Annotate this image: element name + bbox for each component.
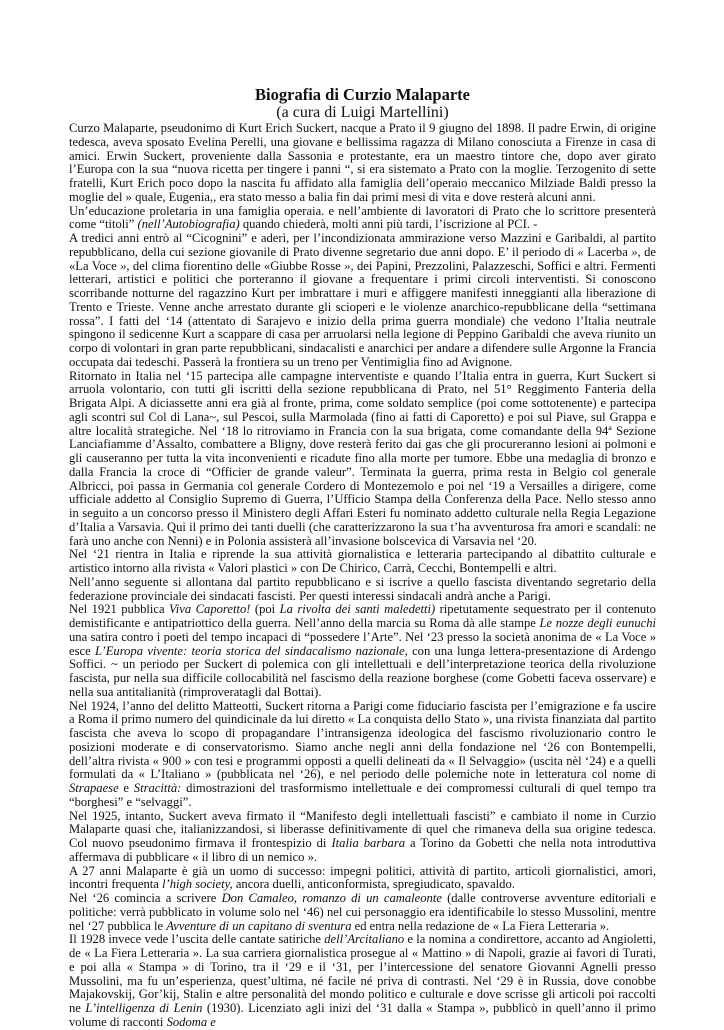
- italic-text: Viva Caporetto!: [169, 602, 251, 617]
- italic-text: Sodoma e: [166, 1014, 216, 1029]
- paragraph: [69, 122, 656, 205]
- italic-text: Avventure di un capitano di sventura: [166, 918, 352, 933]
- text-run: e la nomina a condirettore, accanto ad Angioletti, de « La Fiera Letteraria ». La sua carriera giornalistica prosegue al « Mattino » di Napoli, grazie ai favori di Turati, e poi alla « Stampa » di Torino, tra il ‘29 e il ‘31, per l’intercessione del senatore Giovanni Agnelli presso Mussolini, ma fu un’esperienza, quest’ultima, né facile né priva di contrasti. Nel ‘29 è in Russia, dove conobbe Majakovskij, Gor’kij, Stalin e altre personalità del mondo politico e culturale e dove scrisse gli articoli poi raccolti ne: [69, 932, 656, 1015]
- paragraph: [69, 603, 656, 699]
- document-subtitle: (a cura di Luigi Martellini): [276, 104, 449, 121]
- italic-text: La rivolta dei santi maledetti): [279, 602, 436, 617]
- paragraph: [69, 548, 656, 576]
- document-title: Biografia di Curzio Malaparte: [255, 85, 470, 104]
- text-run: e: [118, 781, 134, 795]
- italic-text: Stracittà:: [133, 781, 182, 795]
- italic-text: »,: [344, 258, 354, 273]
- text-run: Ritornato in Italia nel ‘15 partecipa alle campagne interventiste e quando l’Italia entra in guerra, Kurt Suckert si arruola volontario, con tutti gli iscritti della sezione repubblicana di Prato, nel 51° Reggimento Fanteria della Brigata Alpi. A diciassette anni era già al fronte, prima, come soldato semplice (poi come sottotenente) e partecipa agli scontri sul Col di Lana~, sul Pescoi, sulla Marmolada (fino ai fatti di Caporetto) e poi sul Piave, sul Grappa e altre località strategiche. Nel ‘18 lo ritroviamo in Francia con la sua brigata, come comandante della 94ª Sezione Lanciafiamme d’Assalto, combattere a Bligny, dove resterà ferito dai gas che gli procureranno lesioni ai polmoni e gli causeranno per tutta la vita inconvenienti e ricadute fino alla morte per tumore. Ebbe una medaglia di bronzo e dalla Francia la croce di “Officier de grande valeur”. Terminata la guerra, prima resta in Belgio col generale Albricci, poi passa in Germania col generale Cordero di Montezemolo e poi nel ‘19 a Versailles a dirigere, come ufficiale addetto al Consiglio Supremo di Guerra, l’Ufficio Stampa della Conferenza della Pace. Nello stesso anno in seguito a un concorso presso il Ministero degli Affari Esteri fu nominato addetto culturale nella Regia Legazione d’Italia a Varsavia. Qui il primo dei tanti duelli (che caratterizzarono la sua t’ha avventurosa fra amori e scandali: ne farà uno anche con Nenni) e in Polonia assisterà all’invasione bolscevica di Varsavia nel ‘20.: [69, 368, 656, 548]
- text-run: Nell’anno seguente si allontana dal partito repubblicano e si iscrive a quello fascista diventando segretario della federazione provinciale dei sindacati fascisti. Per questi interessi sindacali andrà anche a Parigi.: [69, 574, 656, 603]
- text-run: dimostrazioni del trasformismo intellettuale e dei compromessi culturali di quel tempo tra “borghesi” e “selvaggi”.: [69, 781, 657, 809]
- text-run: (1930). Licenziato agli inizi del ‘31 dalla « Stampa », pubblicò in quell’anno il primo volume di racconti: [69, 1001, 656, 1029]
- text-run: del clima fiorentino delle «Giubbe Rosse: [129, 258, 345, 273]
- italic-text: »,: [120, 258, 130, 273]
- text-run: Curzo Malaparte, pseudonimo di Kurt Erich Suckert, nacque a Prato il 9 giugno del 1898. Il padre Erwin, di origine tedesca, aveva sposato Evelina Perelli, una giovane e bellissima ragazza di Milano conosciuta a Firenze in casa di amici. Erwin Suckert, proveniente dalla Sassonia e protestante, era un maestro tintore che, dopo aver girato l’Europa con la sua “nuova ricetta per tingere i panni “, si era sistemato a Prato con la moglie. Terzogenito di sette fratelli, Kurt Erich poco dopo la nascita fu affidato alla famiglia dell’operaio meccanico Milziade Baldi presso la moglie del » quale, Eugenia,, era stato messo a balia fin dai primi mesi di vita e dove resterà alcuni anni.: [69, 121, 656, 204]
- italic-text: Don Camaleo, romanzo di un camaleonte: [221, 891, 442, 905]
- document-page: [69, 86, 656, 1030]
- text-run: con una lunga lettera-presentazione di Ardengo Soffici. ~ un periodo per Suckert di polemica con gli intellettuali e dell’interpretazione teorica della rivoluzione fascista, pur nella sua difficile collocabilità nel fascismo della reazione borghese (come Gobetti faceva osservare) e nella sua antitalianità (rimproveratagli dal Bottai).: [69, 643, 656, 699]
- paragraph: [69, 370, 656, 549]
- text-run: (dalle controverse avventure editoriali e politiche: verrà pubblicato in volume solo nel ‘46) nel cui personaggio era identificabile lo stesso Mussolini, mentre nel ‘27 pubblica le: [69, 891, 656, 933]
- text-run: dei Papini, Prezzolini, Palazzeschi, Soffici e altri. Fermenti letterari, artistici e politici che porteranno il giovane a frequentare i primi circoli interventisti. Si conoscono scorribande notturne del ragazzino Kurt per imbrattare i muri e affiggere manifesti inneggianti alla liberazione di Trento e Trieste. Venne anche arrestato durante gli scioperi e le violenze anarchico-repubblicane della “settimana rossa”. I fatti del ‘14 (attentato di Sarajevo e inizio della prima guerra mondiale) che vedono l’Italia neutrale spingono il sedicenne Kurt a scappare di casa per arruolarsi nella legione di Peppino Garibaldi che aveva riunito un corpo di volontari in gran parte repubblicani, sindacalisti e anarchici per andare a difendere sulle Argonne la Francia occupata dai tedeschi. Passerà la frontiera su un treno per Ventimiglia fino ad Avignone.: [69, 258, 656, 369]
- text-run: A tredici anni entrò al “Cicognini” e aderì, per l’incondizionata ammirazione verso Mazzini e Garibaldi, al partito repubblicano, della cui sezione giovanile di Prato divenne segretario due anni dopo. E’ il periodo di: [69, 231, 656, 259]
- text-run: A 27 anni Malaparte è già un uomo di successo: impegni politici, attività di partito, articoli giornalistici, amori, incontri frequenta: [69, 863, 656, 892]
- text-run: ancora duelli, anticonformista, spregiudicato, spavaldo.: [232, 877, 515, 892]
- document-body: [69, 122, 656, 1030]
- text-run: Nel ‘21 rientra in Italia e riprende la sua attività giornalistica e letteraria partecipando al dibattito culturale e artistico intorno alla rivista « Valori plastici » con De Chirico, Carrà, Cecchi, Bontempelli e altri.: [69, 547, 656, 575]
- italic-text: l’high society,: [162, 877, 233, 892]
- paragraph: [69, 576, 656, 604]
- italic-text: Strapaese: [69, 781, 119, 795]
- text-run: ripetutamente sequestrato per il contenuto demistificante e antipatriottico della guerra. Nell’anno della marcia su Roma dà alle stampe: [69, 602, 656, 630]
- text-run: Un’educazione proletaria in una famiglia operaia. e nell’ambiente di lavoratori di Prato che lo scrittore presenterà come “titoli”: [69, 203, 656, 232]
- text-run: Lacerba: [583, 244, 632, 259]
- italic-text: (nell’Autobiografia): [137, 217, 240, 232]
- italic-text: Italia barbara: [331, 836, 406, 850]
- italic-text: L’Europa vivente: teoria storica del sindacalismo nazionale,: [94, 643, 408, 658]
- text-run: una satira contro i poeti del tempo incapaci di “possedere l’Arte”. Nel ‘23 presso la società anonima de « La Voce » esce: [69, 629, 656, 658]
- paragraph: [69, 810, 656, 865]
- paragraph: [69, 700, 656, 810]
- text-run: ed entra nella redazione de « La Fiera Letteraria ».: [351, 918, 610, 933]
- text-run: , de «La Voce: [69, 244, 656, 273]
- paragraph: [69, 232, 656, 370]
- italic-text: L’intelligenza di Lenin: [85, 1001, 203, 1015]
- italic-text: Le nozze degli eunuchi: [539, 616, 656, 630]
- text-run: Il 1928 invece vede l’uscita delle cantate satiriche: [69, 932, 325, 947]
- text-run: (poi: [250, 602, 280, 617]
- paragraph: [69, 205, 656, 233]
- paragraph: [69, 933, 656, 1029]
- text-run: Nel 1921 pubblica: [69, 602, 170, 617]
- italic-text: »: [631, 244, 638, 259]
- italic-text: «: [577, 244, 584, 259]
- paragraph: [69, 865, 656, 893]
- italic-text: dell’Arcitaliano: [324, 932, 405, 947]
- text-run: Nel ‘26 comincia a scrivere: [69, 891, 222, 905]
- text-run: Nel 1924, l’anno del delitto Matteotti, Suckert ritorna a Parigi come fiduciario fascista per l’emigrazione e fa uscire a Roma il primo numero del quindicinale da lui diretto « La conquista dello Stato », una rivista finanziata dal partito fascista che aveva lo scopo di propagandare l’intransigenza ideologica del fascismo rivoluzionario contro le posizioni moderate e di conservatorismo. Siamo anche negli anni della fondazione nel ‘26 con Bontempelli, dell’altra rivista « 900 » con tesi e programmi opposti a quelli delineati da « Il Selvaggio» (uscita nèl ‘24) e a quelli formulati da « L’Italiano » (pubblicata nel ‘26), e nel periodo delle polemiche note in letteratura col nome di: [69, 698, 656, 782]
- text-run: Nel 1925, intanto, Suckert aveva firmato il “Manifesto degli intellettuali fascisti” e cambiato il nome in Curzio Malaparte quasi che, italianizzandosi, si liberasse definitivamente di quel che rimaneva della sua origine tedesca. Col nuovo pseudonimo firmava il frontespizio di: [69, 808, 656, 850]
- paragraph: [69, 892, 656, 933]
- text-run: quando chiederà, molti anni più tardi, l’iscrizione al PCI. -: [239, 217, 538, 232]
- text-run: a Torino da Gobetti che nella nota introduttiva affermava di pubblicare « il libro di un nemico ».: [69, 836, 656, 864]
